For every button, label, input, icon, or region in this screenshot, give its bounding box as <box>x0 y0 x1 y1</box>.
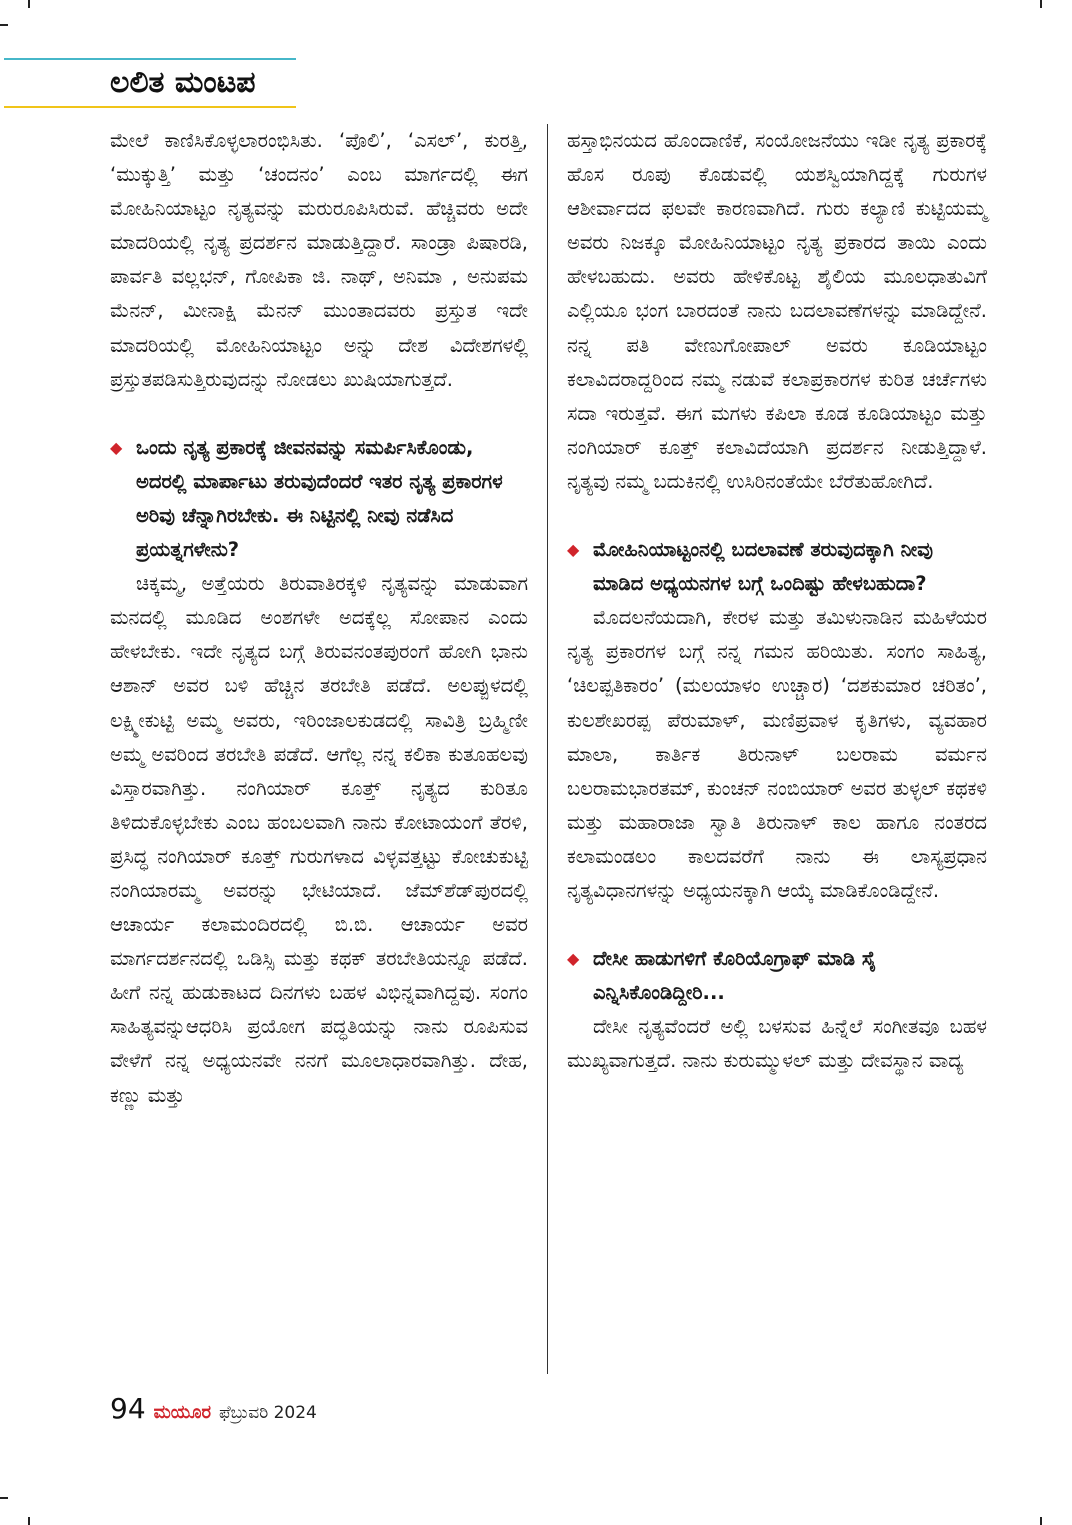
crop-mark-bottom-left-side <box>0 1497 8 1499</box>
spacer <box>110 397 528 431</box>
spacer <box>567 499 987 533</box>
page-footer <box>110 1392 317 1428</box>
section-header <box>4 58 296 108</box>
diamond-bullet-icon: ◆ <box>110 437 123 457</box>
crop-mark-top-right <box>1040 0 1042 8</box>
diamond-bullet-icon: ◆ <box>567 949 580 969</box>
issue-date: ಫೆಬ್ರುವರಿ 2024 <box>219 1403 317 1423</box>
crop-mark-bottom-right <box>1040 1517 1042 1525</box>
spacer <box>567 908 987 942</box>
left-column <box>110 124 528 1113</box>
right-question-1-text: ಮೋಹಿನಿಯಾಟ್ಟಂನಲ್ಲಿ ಬದಲಾವಣೆ ತರುವುದಕ್ಕಾಗಿ ನೀವು ಮಾಡಿದ ಅಧ್ಯಯನಗಳ ಬಗ್ಗೆ ಒಂದಿಷ್ಟು ಹೇಳಬಹುದಾ? <box>593 538 933 596</box>
diamond-bullet-icon: ◆ <box>567 540 580 560</box>
right-column <box>567 124 987 1078</box>
left-question <box>110 431 528 567</box>
left-answer-paragraph: ಚಿಕ್ಕಮ್ಮ, ಅತ್ತೆಯರು ತಿರುವಾತಿರಕ್ಕಳಿ ನೃತ್ಯವನ್ನು ಮಾಡುವಾಗ ಮನದಲ್ಲಿ ಮೂಡಿದ ಅಂಶಗಳೇ ಅದಕ್ಕೆಲ್ಲ ಸೋಪಾನ ಎಂದು ಹೇಳಬೇಕು. ಇದೇ ನೃತ್ಯದ ಬಗ್ಗೆ ತಿರುವನಂತಪುರಂಗೆ ಹೋಗಿ ಭಾನು ಆಶಾನ್ ಅವರ ಬಳಿ ಹೆಚ್ಚಿನ ತರಬೇತಿ ಪಡೆದೆ. ಅಲಪ್ಪುಳದಲ್ಲಿ ಲಕ್ಷ್ಮೀಕುಟ್ಟಿ ಅಮ್ಮ ಅವರು, ಇರಿಂಜಾಲಕುಡದಲ್ಲಿ ಸಾವಿತ್ರಿ ಬ್ರಹ್ಮಿಣೀ ಅಮ್ಮ ಅವರಿಂದ ತರಬೇತಿ ಪಡೆದೆ. ಆಗೆಲ್ಲ ನನ್ನ ಕಲಿಕಾ ಕುತೂಹಲವು ವಿಸ್ತಾರವಾಗಿತ್ತು. ನಂಗಿಯಾರ್ ಕೂತ್ತ್ ನೃತ್ಯದ ಕುರಿತೂ ತಿಳಿದುಕೊಳ್ಳಬೇಕು ಎಂಬ ಹಂಬಲವಾಗಿ ನಾನು ಕೋಟಾಯಂಗೆ ತೆರಳಿ, ಪ್ರಸಿದ್ಧ ನಂಗಿಯಾರ್ ಕೂತ್ತ್ ಗುರುಗಳಾದ ವಿಳ್ಳವತ್ತಟ್ಟು ಕೋಚುಕುಟ್ಟಿ ನಂಗಿಯಾರಮ್ಮ ಅವರನ್ನು ಭೇಟಿಯಾದೆ. ಜೆಮ್‌ಶೆಡ್‌ಪುರದಲ್ಲಿ ಆಚಾರ್ಯ ಕಲಾಮಂದಿರದಲ್ಲಿ ಬಿ.ಬಿ. ಆಚಾರ್ಯ ಅವರ ಮಾರ್ಗದರ್ಶನದಲ್ಲಿ ಒಡಿಸ್ಸಿ ಮತ್ತು ಕಥಕ್ ತರಬೇತಿಯನ್ನೂ ಪಡೆದೆ. ಹೀಗೆ ನನ್ನ ಹುಡುಕಾಟದ ದಿನಗಳು ಬಹಳ ವಿಭಿನ್ನವಾಗಿದ್ದವು. ಸಂಗಂ ಸಾಹಿತ್ಯವನ್ನುಆಧರಿಸಿ ಪ್ರಯೋಗ ಪದ್ಧತಿಯನ್ನು ನಾನು ರೂಪಿಸುವ ವೇಳೆಗೆ ನನ್ನ ಅಧ್ಯಯನವೇ ನನಗೆ ಮೂಲಾಧಾರವಾಗಿತ್ತು. ದೇಹ, ಕಣ್ಣು ಮತ್ತು <box>110 572 528 1107</box>
magazine-logo: ಮಯೂರ <box>153 1402 212 1423</box>
page-number: 94 <box>110 1392 146 1425</box>
crop-mark-top-left-side <box>0 24 8 26</box>
right-answer-2-paragraph: ದೇಸೀ ನೃತ್ಯವೆಂದರೆ ಅಲ್ಲಿ ಬಳಸುವ ಹಿನ್ನೆಲೆ ಸಂಗೀತವೂ ಬಹಳ ಮುಖ್ಯವಾಗುತ್ತದೆ. ನಾನು ಕುರುಮ್ಮುಳಲ್ ಮತ್ತು ದೇವಸ್ಥಾನ ವಾದ್ಯ <box>567 1015 987 1073</box>
right-intro-paragraph: ಹಸ್ತಾಭಿನಯದ ಹೊಂದಾಣಿಕೆ, ಸಂಯೋಜನೆಯು ಇಡೀ ನೃತ್ಯ ಪ್ರಕಾರಕ್ಕೆ ಹೊಸ ರೂಪು ಕೊಡುವಲ್ಲಿ ಯಶಸ್ವಿಯಾಗಿದ್ದಕ್ಕೆ ಗುರುಗಳ ಆಶೀರ್ವಾದದ ಫಲವೇ ಕಾರಣವಾಗಿದೆ. ಗುರು ಕಲ್ಯಾಣಿ ಕುಟ್ಟಿಯಮ್ಮ ಅವರು ನಿಜಕ್ಕೂ ಮೋಹಿನಿಯಾಟ್ಟಂ ನೃತ್ಯ ಪ್ರಕಾರದ ತಾಯಿ ಎಂದು ಹೇಳಬಹುದು. ಅವರು ಹೇಳಿಕೊಟ್ಟ ಶೈಲಿಯ ಮೂಲಧಾತುವಿಗೆ ಎಲ್ಲಿಯೂ ಭಂಗ ಬಾರದಂತೆ ನಾನು ಬದಲಾವಣೆಗಳನ್ನು ಮಾಡಿದ್ದೇನೆ. ನನ್ನ ಪತಿ ವೇಣುಗೋಪಾಲ್ ಅವರು ಕೂಡಿಯಾಟ್ಟಂ ಕಲಾವಿದರಾದ್ದರಿಂದ ನಮ್ಮ ನಡುವೆ ಕಲಾಪ್ರಕಾರಗಳ ಕುರಿತ ಚರ್ಚೆಗಳು ಸದಾ ಇರುತ್ತವೆ. ಈಗ ಮಗಳು ಕಪಿಲಾ ಕೂಡ ಕೂಡಿಯಾಟ್ಟಂ ಮತ್ತು ನಂಗಿಯಾರ್ ಕೂತ್ತ್ ಕಲಾವಿದೆಯಾಗಿ ಪ್ರದರ್ಶನ ನೀಡುತ್ತಿದ್ದಾಳೆ. ನೃತ್ಯವು ನಮ್ಮ ಬದುಕಿನಲ್ಲಿ ಉಸಿರಿನಂತೆಯೇ ಬೆರೆತುಹೋಗಿದೆ. <box>567 129 987 493</box>
section-header-bottom-rule <box>4 106 296 108</box>
column-divider <box>547 124 548 1374</box>
section-header-top-rule <box>4 58 296 60</box>
left-question-text: ಒಂದು ನೃತ್ಯ ಪ್ರಕಾರಕ್ಕೆ ಜೀವನವನ್ನು ಸಮರ್ಪಿಸಿಕೊಂಡು, ಅದರಲ್ಲಿ ಮಾರ್ಪಾಟು ತರುವುದೆಂದರೆ ಇತರ ನೃತ್ಯ ಪ್ರಕಾರಗಳ ಅರಿವು ಚೆನ್ನಾಗಿರಬೇಕು. ಈ ನಿಟ್ಟಿನಲ್ಲಿ ನೀವು ನಡೆಸಿದ ಪ್ರಯತ್ನಗಳೇನು? <box>136 435 503 562</box>
right-question-2 <box>567 942 987 1010</box>
right-question-2-text: ದೇಸೀ ಹಾಡುಗಳಿಗೆ ಕೊರಿಯೊಗ್ರಾಫ್ ಮಾಡಿ ಸೈ ಎನ್ನಿಸಿಕೊಂಡಿದ್ದೀರಿ... <box>593 947 877 1005</box>
section-title: ಲಲಿತ ಮಂಟಪ <box>110 65 256 100</box>
right-answer-1-paragraph: ಮೊದಲನೆಯದಾಗಿ, ಕೇರಳ ಮತ್ತು ತಮಿಳುನಾಡಿನ ಮಹಿಳೆಯರ ನೃತ್ಯ ಪ್ರಕಾರಗಳ ಬಗ್ಗೆ ನನ್ನ ಗಮನ ಹರಿಯಿತು. ಸಂಗಂ ಸಾಹಿತ್ಯ, ‘ಚಿಲಪ್ಪತಿಕಾರಂ’ (ಮಲಯಾಳಂ ಉಚ್ಚಾರ) ‘ದಶಕುಮಾರ ಚರಿತಂ’, ಕುಲಶೇಖರಪ್ಪ ಪೆರುಮಾಳ್, ಮಣಿಪ್ರವಾಳ ಕೃತಿಗಳು, ವ್ಯವಹಾರ ಮಾಲಾ, ಕಾರ್ತಿಕ ತಿರುನಾಳ್ ಬಲರಾಮ ವರ್ಮನ ಬಲರಾಮಭಾರತಮ್, ಕುಂಚನ್ ನಂಬಿಯಾರ್ ಅವರ ತುಳ್ಳಲ್ ಕಥಕಳಿ ಮತ್ತು ಮಹಾರಾಜಾ ಸ್ವಾತಿ ತಿರುನಾಳ್ ಕಾಲ ಹಾಗೂ ನಂತರದ ಕಲಾಮಂಡಲಂ ಕಾಲದವರೆಗೆ ನಾನು ಈ ಲಾಸ್ಯಪ್ರಧಾನ ನೃತ್ಯವಿಧಾನಗಳನ್ನು ಅಧ್ಯಯನಕ್ಕಾಗಿ ಆಯ್ಕೆ ಮಾಡಿಕೊಂಡಿದ್ದೇನೆ. <box>567 606 987 902</box>
left-intro-paragraph: ಮೇಲೆ ಕಾಣಿಸಿಕೊಳ್ಳಲಾರಂಭಿಸಿತು. ‘ಪೊಲಿ’, ‘ಎಸಲ್’, ಕುರತ್ತಿ, ‘ಮುಕ್ಕುತ್ತಿ’ ಮತ್ತು ‘ಚಂದನಂ’ ಎಂಬ ಮಾರ್ಗದಲ್ಲಿ ಈಗ ಮೋಹಿನಿಯಾಟ್ಟಂ ನೃತ್ಯವನ್ನು ಮರುರೂಪಿಸಿರುವೆ. ಹೆಚ್ಚಿವರು ಅದೇ ಮಾದರಿಯಲ್ಲಿ ನೃತ್ಯ ಪ್ರದರ್ಶನ ಮಾಡುತ್ತಿದ್ದಾರೆ. ಸಾಂಡ್ರಾ ಪಿಷಾರಡಿ, ಪಾರ್ವತಿ ವಲ್ಲಭನ್, ಗೋಪಿಕಾ ಜಿ. ನಾಥ್, ಅನಿಮಾ , ಅನುಪಮ ಮೆನನ್, ಮೀನಾಕ್ಷಿ ಮೆನನ್ ಮುಂತಾದವರು ಪ್ರಸ್ತುತ ಇದೇ ಮಾದರಿಯಲ್ಲಿ ಮೋಹಿನಿಯಾಟ್ಟಂ ಅನ್ನು ದೇಶ ವಿದೇಶಗಳಲ್ಲಿ ಪ್ರಸ್ತುತಪಡಿಸುತ್ತಿರುವುದನ್ನು ನೋಡಲು ಖುಷಿಯಾಗುತ್ತದೆ. <box>110 129 528 391</box>
crop-mark-top-left <box>28 0 30 8</box>
right-question-1 <box>567 533 987 601</box>
crop-mark-bottom-left <box>28 1517 30 1525</box>
